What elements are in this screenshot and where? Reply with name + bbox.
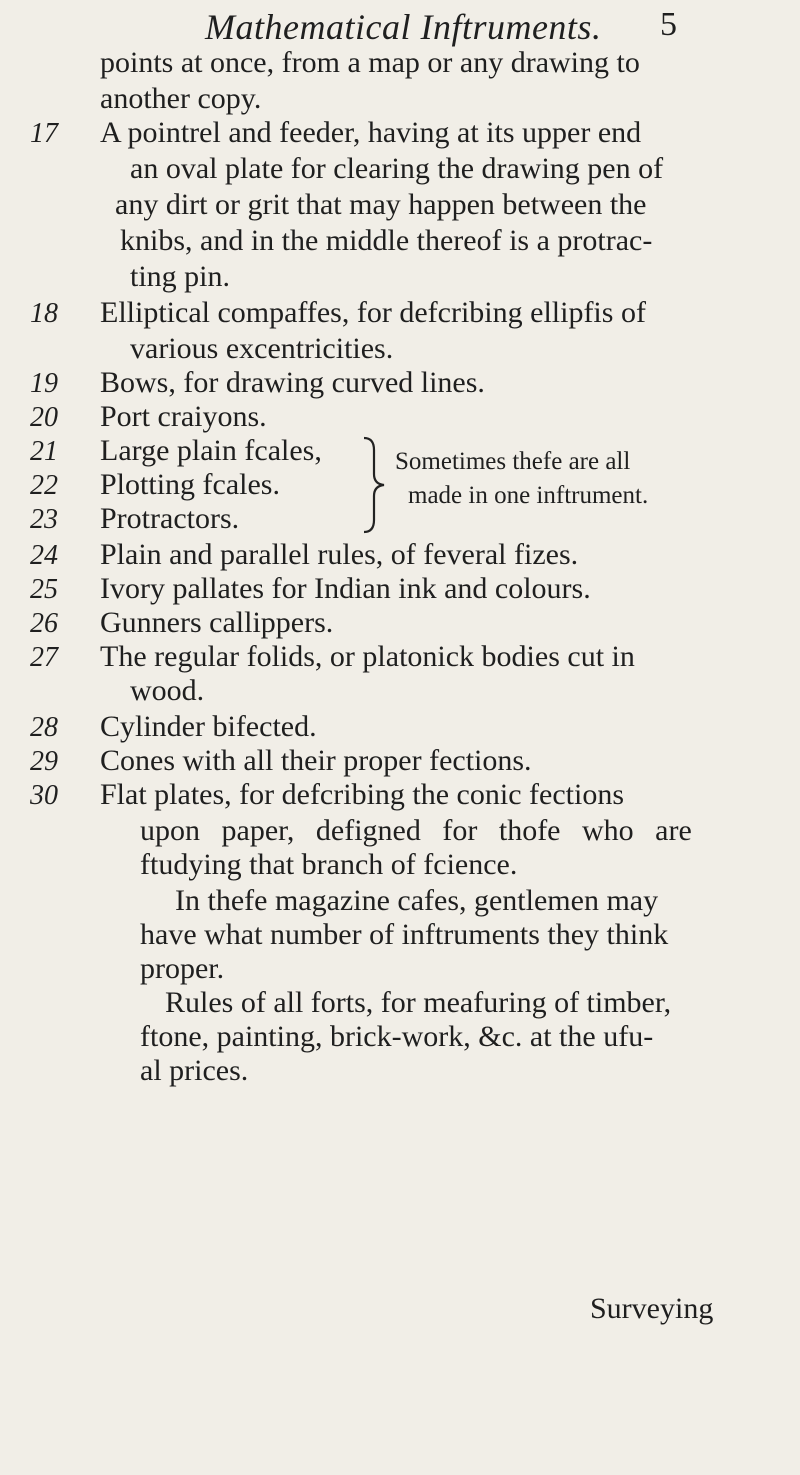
text-line: an oval plate for clearing the drawing pen of [130,152,664,185]
item-number: 24 [30,540,58,571]
text-line: Plotting fcales. [100,468,280,501]
item-number: 26 [30,608,58,639]
text-line: another copy. [100,82,262,115]
text-line: Protractors. [100,502,240,535]
catchword: Surveying [590,1292,714,1325]
text-line: Rules of all forts, for meafuring of timber, [165,986,672,1019]
text-line: The regular folids, or platonick bodies cut in [100,640,635,673]
text-line: knibs, and in the middle thereof is a protrac- [120,224,653,257]
text-line: Plain and parallel rules, of feveral fizes. [100,538,579,571]
item-number: 20 [30,402,58,433]
text-line: Port craiyons. [100,400,267,433]
item-number: 27 [30,642,58,673]
text-line: various excentricities. [130,332,394,365]
text-line: A pointrel and feeder, having at its upper end [100,116,642,149]
text-line: upon paper, defigned for thofe who are [140,814,692,847]
text-line: Bows, for drawing curved lines. [100,366,485,399]
brace-note-line: made in one inftrument. [408,482,649,509]
text-line: proper. [140,952,225,985]
item-number: 22 [30,470,58,501]
item-number: 30 [30,780,58,811]
text-line: al prices. [140,1054,249,1087]
running-head: Mathematical Inftruments. [205,7,602,47]
item-number: 25 [30,574,58,605]
text-line: points at once, from a map or any drawing to [100,46,640,79]
item-number: 23 [30,504,58,535]
text-line: wood. [130,674,205,707]
text-line: ftone, painting, brick-work, &c. at the ufu- [140,1020,654,1053]
item-number: 29 [30,746,58,777]
text-line: Ivory pallates for Indian ink and colours. [100,572,591,605]
text-line: In thefe magazine cafes, gentlemen may [175,884,659,917]
text-line: Gunners callippers. [100,606,334,639]
item-number: 21 [30,436,58,467]
item-number: 18 [30,298,58,329]
item-number: 19 [30,368,58,399]
item-number: 28 [30,712,58,743]
page-number: 5 [660,6,677,43]
brace-note-line: Sometimes thefe are all [395,448,631,475]
item-number: 17 [30,118,58,149]
text-line: ting pin. [130,260,231,293]
text-line: Elliptical compaffes, for defcribing ellipfis of [100,296,646,329]
brace-icon [358,436,388,534]
text-line: ftudying that branch of fcience. [140,848,518,881]
text-line: Large plain fcales, [100,434,322,467]
text-line: any dirt or grit that may happen between the [115,188,647,221]
text-line: Cylinder bifected. [100,710,317,743]
text-line: have what number of inftruments they think [140,918,669,951]
text-line: Flat plates, for defcribing the conic fections [100,778,624,811]
text-line: Cones with all their proper fections. [100,744,532,777]
